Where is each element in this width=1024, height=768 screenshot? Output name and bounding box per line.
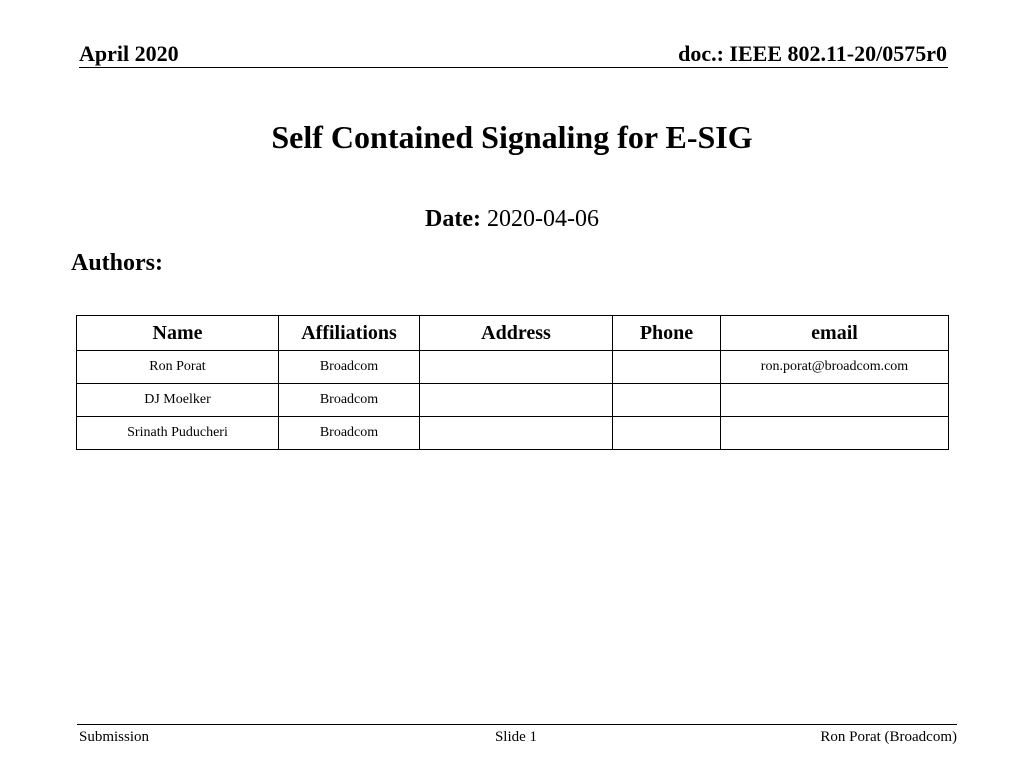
column-header-phone: Phone	[613, 316, 721, 351]
author-email: ron.porat@broadcom.com	[721, 351, 949, 384]
header-doc-id: doc.: IEEE 802.11-20/0575r0	[678, 41, 947, 66]
author-phone	[613, 384, 721, 417]
date-line	[0, 204, 1024, 234]
author-affiliation: Broadcom	[279, 417, 420, 450]
authors-table	[76, 315, 949, 450]
author-name: Srinath Puducheri	[77, 417, 279, 450]
author-phone	[613, 417, 721, 450]
author-address	[420, 351, 613, 384]
author-affiliation: Broadcom	[279, 351, 420, 384]
table-row	[77, 384, 949, 417]
author-phone	[613, 351, 721, 384]
slide-title: Self Contained Signaling for E-SIG	[271, 119, 753, 155]
header-date: April 2020	[79, 41, 179, 66]
footer-slide-number: Slide 1	[494, 729, 538, 745]
table-row	[77, 417, 949, 450]
table-row	[77, 351, 949, 384]
author-affiliation: Broadcom	[279, 384, 420, 417]
footer-submission: Submission	[79, 729, 150, 745]
footer-divider	[77, 724, 957, 725]
footer-author: Ron Porat (Broadcom)	[820, 729, 957, 745]
date-value: 2020-04-06	[486, 206, 599, 232]
author-email	[721, 384, 949, 417]
author-address	[420, 417, 613, 450]
column-header-name: Name	[77, 316, 279, 351]
column-header-affiliations: Affiliations	[279, 316, 420, 351]
authors-heading: Authors:	[71, 250, 164, 276]
date-label: Date:	[425, 206, 481, 232]
author-email	[721, 417, 949, 450]
author-address	[420, 384, 613, 417]
column-header-address: Address	[420, 316, 613, 351]
table-header-row	[77, 316, 949, 351]
header-divider	[79, 67, 948, 68]
column-header-email: email	[721, 316, 949, 351]
author-name: Ron Porat	[77, 351, 279, 384]
author-name: DJ Moelker	[77, 384, 279, 417]
